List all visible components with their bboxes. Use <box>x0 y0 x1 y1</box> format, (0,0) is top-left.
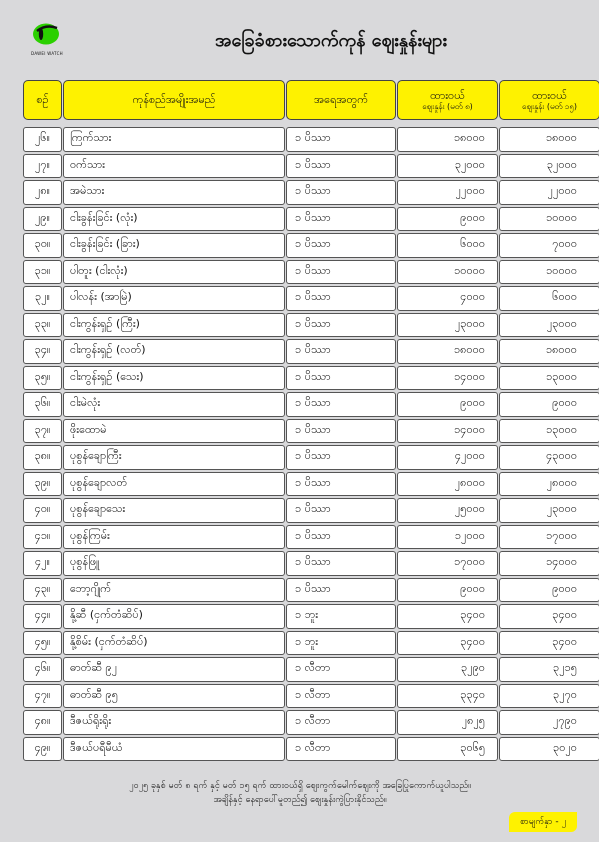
table-row <box>23 578 579 605</box>
item-unit: ၁ လီတာ <box>286 710 396 735</box>
item-unit: ၁ လီတာ <box>286 657 396 682</box>
price-mar8: ၄၀၀၀ <box>397 286 498 311</box>
price-mar8: ၂၈၀၀၀ <box>397 472 498 497</box>
item-name: ဘော့ဂျိုက် <box>63 578 285 603</box>
header-price2-main: ထားဝယ် <box>532 88 567 102</box>
table-row <box>23 339 579 366</box>
row-number: ၄၂။ <box>23 551 62 576</box>
row-number: ၂၆။ <box>23 127 62 152</box>
item-name: နို့စိမ်း (ငှက်တံဆိပ်) <box>63 631 285 656</box>
price-mar15: ၆၀၀၀ <box>499 286 599 311</box>
price-mar15: ၃၄၀၀ <box>499 631 599 656</box>
price-mar15: ၃၂၀၀၀ <box>499 154 599 179</box>
price-mar8: ၁၄၀၀၀ <box>397 419 498 444</box>
price-table-body <box>23 127 579 763</box>
table-row <box>23 710 579 737</box>
table-row <box>23 684 579 711</box>
table-row <box>23 551 579 578</box>
row-number: ၂၈။ <box>23 180 62 205</box>
item-name: အမဲသား <box>63 180 285 205</box>
price-mar15: ၂၃၀၀၀ <box>499 313 599 338</box>
price-mar8: ၄၂၀၀၀ <box>397 445 498 470</box>
page-title: အခြေခံစားသောက်ကုန် ဈေးနှုန်းများ <box>214 30 447 51</box>
price-mar15: ၂၃၀၀၀ <box>499 498 599 523</box>
page-number-tag: စာမျက်နှာ - ၂ <box>509 812 577 832</box>
price-mar8: ၆၀၀၀ <box>397 233 498 258</box>
item-unit: ၁ ဘူး <box>286 631 396 656</box>
row-number: ၂၉။ <box>23 207 62 232</box>
price-mar8: ၁၈၀၀၀ <box>397 127 498 152</box>
row-number: ၃၀။ <box>23 233 62 258</box>
row-number: ၄၄။ <box>23 604 62 629</box>
price-mar8: ၁၂၀၀၀ <box>397 525 498 550</box>
table-row <box>23 207 579 234</box>
item-name: ငါးခွန်းခြင်း (ခြား) <box>63 233 285 258</box>
item-unit: ၁ ပိဿာ <box>286 180 396 205</box>
price-mar8: ၂၈၂၅ <box>397 710 498 735</box>
table-row <box>23 313 579 340</box>
price-mar15: ၇၀၀၀ <box>499 233 599 258</box>
header-no <box>23 80 62 120</box>
item-unit: ၁ ပိဿာ <box>286 154 396 179</box>
footer-line-2: အချိန်နှင့် နေရာပေါ်မူတည်၍ ဈေးနှုန်းကွဲပြားနိုင်သည်။ <box>213 794 387 805</box>
row-number: ၄၃။ <box>23 578 62 603</box>
price-mar15: ၁၃၀၀၀ <box>499 366 599 391</box>
item-unit: ၁ ပိဿာ <box>286 286 396 311</box>
table-header <box>23 80 579 122</box>
item-name: ဓာတ်ဆီ ၉၂ <box>63 657 285 682</box>
row-number: ၃၂။ <box>23 286 62 311</box>
row-number: ၄၅။ <box>23 631 62 656</box>
item-unit: ၁ ပိဿာ <box>286 207 396 232</box>
row-number: ၂၇။ <box>23 154 62 179</box>
table-row <box>23 180 579 207</box>
price-mar15: ၁၀၀၀၀ <box>499 260 599 285</box>
header-unit <box>286 80 396 120</box>
price-mar8: ၁၇၀၀၀ <box>397 551 498 576</box>
item-unit: ၁ ဘူး <box>286 604 396 629</box>
item-name: ပါတူး (ငါးလုံး) <box>63 260 285 285</box>
item-unit: ၁ လီတာ <box>286 684 396 709</box>
price-mar8: ၃၂၀၀၀ <box>397 154 498 179</box>
price-mar15: ၁၈၀၀၀ <box>499 339 599 364</box>
footer-note <box>40 780 560 808</box>
row-number: ၄၉။ <box>23 737 62 762</box>
item-unit: ၁ ပိဿာ <box>286 498 396 523</box>
item-name: ငါးခွန်းခြင်း (လုံး) <box>63 207 285 232</box>
price-mar15: ၃၂၇၀ <box>499 684 599 709</box>
header-price1-main: ထားဝယ် <box>430 88 465 102</box>
price-mar8: ၃၄၀၀ <box>397 631 498 656</box>
header-price1 <box>397 80 498 120</box>
item-unit: ၁ လီတာ <box>286 737 396 762</box>
logo-text: DAWEI WATCH <box>31 51 63 56</box>
price-mar8: ၃၃၄၀ <box>397 684 498 709</box>
row-number: ၄၀။ <box>23 498 62 523</box>
row-number: ၃၅။ <box>23 366 62 391</box>
item-unit: ၁ ပိဿာ <box>286 445 396 470</box>
item-unit: ၁ ပိဿာ <box>286 472 396 497</box>
row-number: ၄၁။ <box>23 525 62 550</box>
row-number: ၄၈။ <box>23 710 62 735</box>
header-item <box>63 80 285 120</box>
price-mar15: ၉၀၀၀ <box>499 392 599 417</box>
item-unit: ၁ ပိဿာ <box>286 578 396 603</box>
row-number: ၄၇။ <box>23 684 62 709</box>
header-item-label: ကုန်စည်အမျိုးအမည် <box>132 93 216 107</box>
item-name: ဝက်သား <box>63 154 285 179</box>
item-unit: ၁ ပိဿာ <box>286 127 396 152</box>
item-name: ဒီဇယ်ရိုးရိုး <box>63 710 285 735</box>
row-number: ၃၇။ <box>23 419 62 444</box>
price-mar15: ၂၂၀၀၀ <box>499 180 599 205</box>
item-name: ပုစွန်ချောလတ် <box>63 472 285 497</box>
item-name: ပုစွန်ချောကြီး <box>63 445 285 470</box>
item-name: နို့ဆီ (ငှက်တံဆိပ်) <box>63 604 285 629</box>
table-row <box>23 392 579 419</box>
price-mar15: ၉၀၀၀ <box>499 578 599 603</box>
price-mar15: ၃၄၀၀ <box>499 604 599 629</box>
item-name: ငါးကွန်းရှဉ် (သေး) <box>63 366 285 391</box>
row-number: ၃၉။ <box>23 472 62 497</box>
row-number: ၃၃။ <box>23 313 62 338</box>
price-mar8: ၉၀၀၀ <box>397 392 498 417</box>
row-number: ၃၆။ <box>23 392 62 417</box>
table-row <box>23 286 579 313</box>
price-mar8: ၂၅၀၀၀ <box>397 498 498 523</box>
item-unit: ၁ ပိဿာ <box>286 233 396 258</box>
header-price2-sub: ဈေးနှုန်း (မတ် ၁၅) <box>522 101 577 111</box>
footer-line-1: ၂၀၂၅ ခုနှစ် မတ် ၈ ရက် နှင့် မတ် ၁၅ ရက် ထားဝယ်ရှိ ဈေးကွက်မေါက်ဈေးကို အခြေပြုကောက်ယူပါသည်။ <box>129 781 471 791</box>
table-row <box>23 233 579 260</box>
item-unit: ၁ ပိဿာ <box>286 339 396 364</box>
item-name: ဒီဇယ်ပရီမီယံ <box>63 737 285 762</box>
price-mar8: ၁၄၀၀၀ <box>397 366 498 391</box>
price-mar15: ၂၈၀၀၀ <box>499 472 599 497</box>
price-mar15: ၁၇၀၀၀ <box>499 525 599 550</box>
price-mar8: ၃၀၆၅ <box>397 737 498 762</box>
item-name: ပုစွန်ချောသေး <box>63 498 285 523</box>
table-row <box>23 498 579 525</box>
price-mar15: ၃၀၂၀ <box>499 737 599 762</box>
price-mar15: ၂၇၉၀ <box>499 710 599 735</box>
item-unit: ၁ ပိဿာ <box>286 260 396 285</box>
header-unit-label: အရေအတွက် <box>314 93 368 107</box>
table-row <box>23 127 579 154</box>
item-name: ငါးကွန်းရှဉ် (ကြီး) <box>63 313 285 338</box>
item-unit: ၁ ပိဿာ <box>286 366 396 391</box>
item-name: ငါးကွန်းရှဉ် (လတ်) <box>63 339 285 364</box>
table-row <box>23 260 579 287</box>
row-number: ၄၆။ <box>23 657 62 682</box>
price-mar15: ၁၀၀၀၀ <box>499 207 599 232</box>
table-row <box>23 525 579 552</box>
price-mar8: ၁၈၀၀၀ <box>397 339 498 364</box>
table-row <box>23 472 579 499</box>
logo <box>27 22 67 60</box>
item-name: ဓာတ်ဆီ ၉၅ <box>63 684 285 709</box>
price-mar15: ၁၈၀၀၀ <box>499 127 599 152</box>
price-mar8: ၂၂၀၀၀ <box>397 180 498 205</box>
table-row <box>23 631 579 658</box>
header-no-label: စဉ် <box>36 93 49 107</box>
table-row <box>23 737 579 764</box>
price-mar8: ၃၄၀၀ <box>397 604 498 629</box>
item-unit: ၁ ပိဿာ <box>286 525 396 550</box>
table-row <box>23 604 579 631</box>
price-mar8: ၃၂၉၀ <box>397 657 498 682</box>
row-number: ၃၁။ <box>23 260 62 285</box>
item-name: ငါးမဲလုံး <box>63 392 285 417</box>
price-mar15: ၁၃၀၀၀ <box>499 419 599 444</box>
table-row <box>23 445 579 472</box>
table-row <box>23 154 579 181</box>
header-price2 <box>499 80 599 120</box>
item-name: ကြက်သား <box>63 127 285 152</box>
item-unit: ၁ ပိဿာ <box>286 419 396 444</box>
price-mar8: ၁၀၀၀၀ <box>397 260 498 285</box>
item-name: ပုစွန်ကြမ်း <box>63 525 285 550</box>
price-mar15: ၄၃၀၀၀ <box>499 445 599 470</box>
price-mar15: ၁၄၀၀၀ <box>499 551 599 576</box>
price-mar8: ၉၀၀၀ <box>397 207 498 232</box>
header-price1-sub: ဈေးနှုန်း (မတ် ၈) <box>422 101 473 111</box>
item-unit: ၁ ပိဿာ <box>286 392 396 417</box>
item-name: ပုစွန်ဖြူ <box>63 551 285 576</box>
item-unit: ၁ ပိဿာ <box>286 551 396 576</box>
table-row <box>23 366 579 393</box>
item-name: ဖိုးထောမဲ <box>63 419 285 444</box>
row-number: ၃၈။ <box>23 445 62 470</box>
eye-logo-icon <box>31 22 61 46</box>
row-number: ၃၄။ <box>23 339 62 364</box>
item-unit: ၁ ပိဿာ <box>286 313 396 338</box>
table-row <box>23 419 579 446</box>
price-mar8: ၉၀၀၀ <box>397 578 498 603</box>
item-name: ပါလန်း (အာမြဲ) <box>63 286 285 311</box>
price-mar8: ၂၃၀၀၀ <box>397 313 498 338</box>
price-mar15: ၃၂၁၅ <box>499 657 599 682</box>
table-row <box>23 657 579 684</box>
